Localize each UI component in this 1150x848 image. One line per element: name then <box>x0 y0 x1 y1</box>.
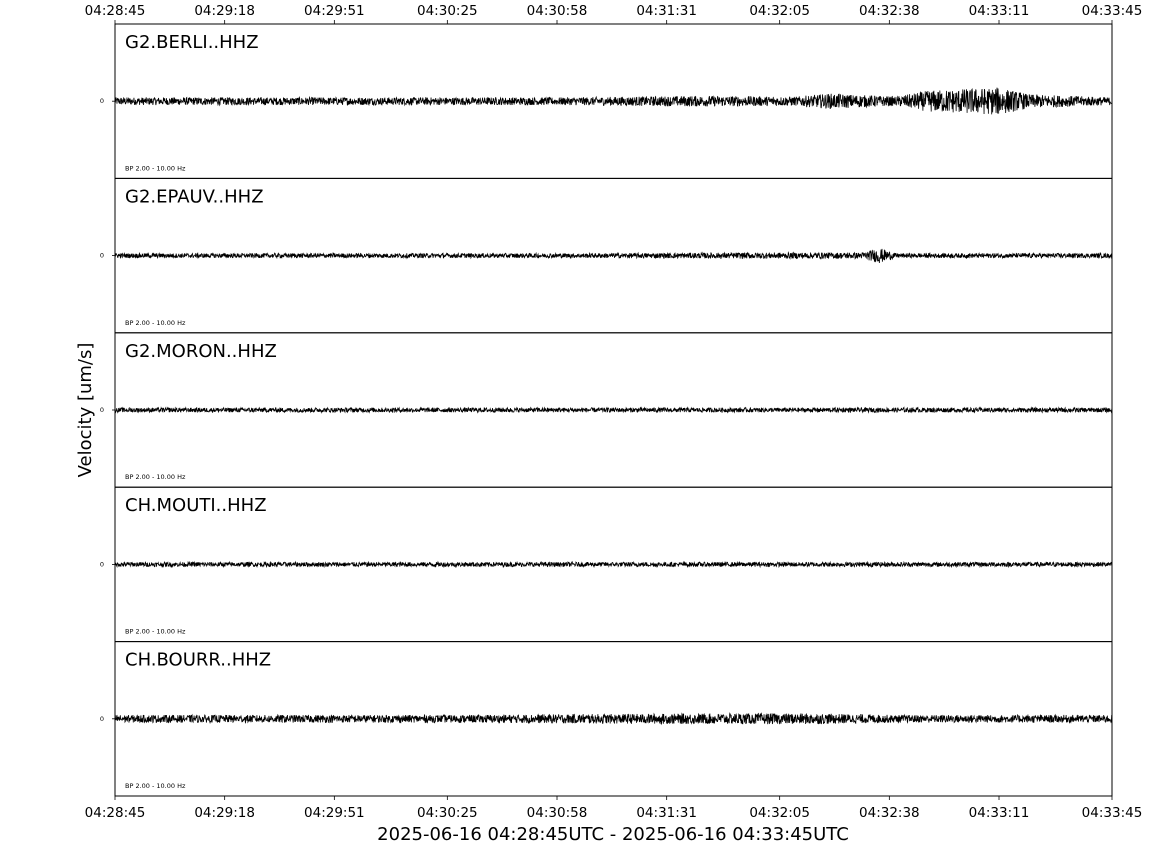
station-label: CH.BOURR..HHZ <box>125 649 272 671</box>
x-tick-label: 04:32:38 <box>859 3 920 19</box>
x-tick-label: 04:28:45 <box>84 805 146 821</box>
x-tick-label: 04:31:31 <box>636 3 697 19</box>
x-tick-label: 04:33:45 <box>1081 805 1143 821</box>
x-tick-label: 04:30:58 <box>526 3 588 19</box>
x-tick-label: 04:33:11 <box>968 805 1030 821</box>
y-tick-label: 0 <box>99 406 104 414</box>
x-tick-label: 04:30:25 <box>417 805 478 821</box>
filter-label: BP 2.00 - 10.00 Hz <box>125 318 186 327</box>
y-axis-label: Velocity [um/s] <box>75 342 96 478</box>
x-tick-label: 04:30:25 <box>417 3 478 19</box>
y-tick-label: 0 <box>99 560 104 569</box>
x-tick-label: 04:32:05 <box>749 805 810 821</box>
y-tick-label: 0 <box>99 251 104 260</box>
x-tick-label: 04:30:58 <box>526 805 588 821</box>
station-label: G2.EPAUV..HHZ <box>125 186 264 208</box>
x-tick-label: 04:31:31 <box>636 805 697 821</box>
x-tick-label: 04:33:45 <box>1081 3 1143 19</box>
x-tick-label: 04:32:05 <box>749 3 810 19</box>
x-tick-label: 04:29:18 <box>194 3 255 19</box>
time-range-title: 2025-06-16 04:28:45UTC - 2025-06-16 04:33:45UTC <box>377 824 849 845</box>
x-tick-label: 04:28:45 <box>84 3 146 19</box>
filter-label: BP 2.00 - 10.00 Hz <box>125 627 186 636</box>
x-tick-label: 04:32:38 <box>859 805 920 821</box>
station-label: G2.BERLI..HHZ <box>125 32 259 53</box>
y-tick-label: 0 <box>99 714 104 723</box>
y-tick-label: 0 <box>99 97 104 106</box>
x-tick-label: 04:29:51 <box>304 805 365 821</box>
x-tick-label: 04:29:51 <box>304 3 365 19</box>
filter-label: BP 2.00 - 10.00 Hz <box>125 782 186 790</box>
filter-label: BP 2.00 - 10.00 Hz <box>125 473 186 482</box>
x-tick-label: 04:33:11 <box>968 3 1030 19</box>
filter-label: BP 2.00 - 10.00 Hz <box>125 164 186 173</box>
x-tick-label: 04:29:18 <box>194 805 255 821</box>
station-label: G2.MORON..HHZ <box>125 340 277 362</box>
station-label: CH.MOUTI..HHZ <box>125 495 267 517</box>
